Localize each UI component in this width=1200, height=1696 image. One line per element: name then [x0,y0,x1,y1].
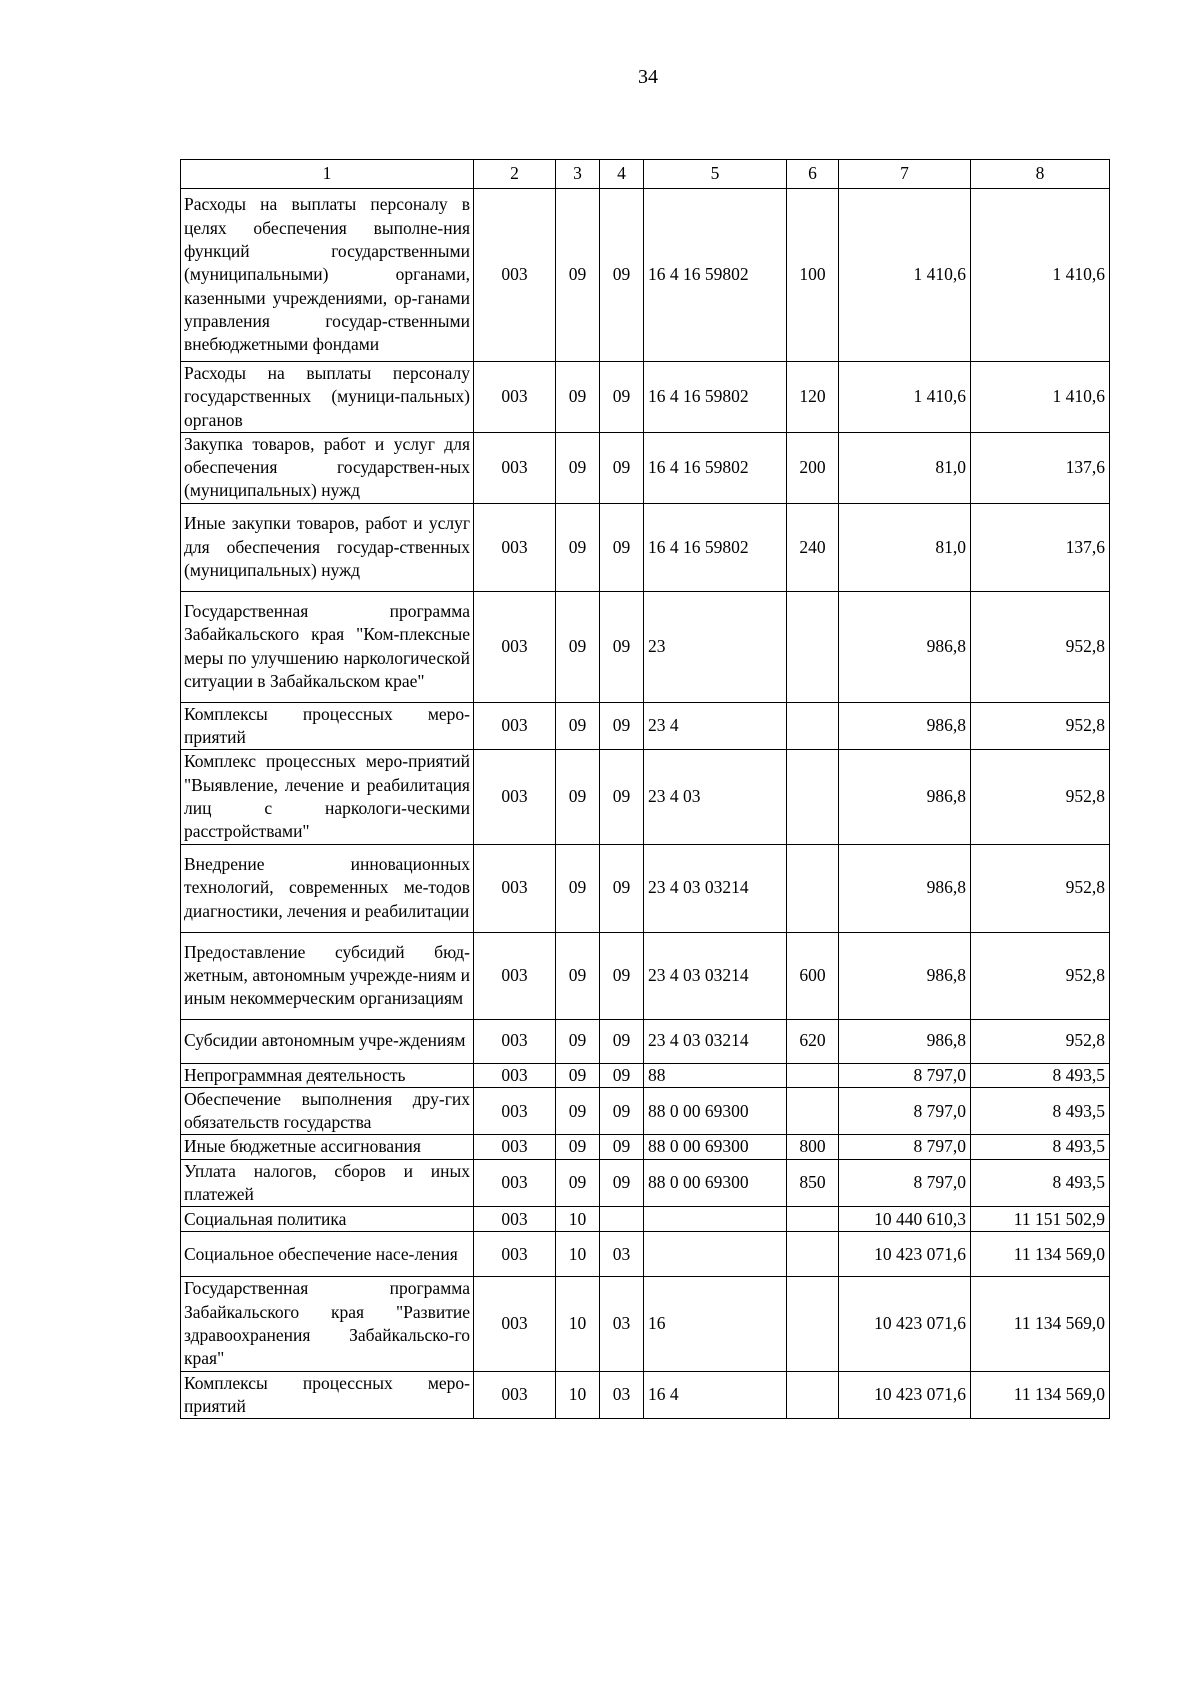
table-row [181,844,1110,932]
cell-amount-year1: 1 410,6 [839,362,971,433]
cell-amount-year1: 8 797,0 [839,1087,971,1135]
cell-name: Комплексы процессных меро-приятий [181,702,474,750]
cell-name: Непрограммная деятельность [181,1063,474,1087]
cell-subsection: 09 [600,1135,644,1159]
cell-section: 10 [556,1232,600,1277]
cell-section: 10 [556,1277,600,1371]
cell-expense-type: 100 [787,189,839,362]
cell-subsection: 09 [600,932,644,1019]
cell-section: 09 [556,1135,600,1159]
cell-amount-year2: 11 134 569,0 [971,1371,1110,1419]
table-row [181,932,1110,1019]
cell-section: 09 [556,432,600,503]
cell-section: 09 [556,189,600,362]
cell-name: Расходы на выплаты персоналу государственных (муници-пальных) органов [181,362,474,433]
cell-amount-year2: 1 410,6 [971,362,1110,433]
cell-subsection: 09 [600,1087,644,1135]
cell-target-article: 23 4 [644,702,787,750]
cell-admin: 003 [474,362,556,433]
cell-section: 09 [556,750,600,844]
table-row [181,1232,1110,1277]
cell-admin: 003 [474,189,556,362]
cell-expense-type: 120 [787,362,839,433]
cell-subsection: 09 [600,362,644,433]
cell-name: Социальное обеспечение насе-ления [181,1232,474,1277]
cell-expense-type [787,844,839,932]
cell-name: Внедрение инновационных технологий, современных ме-тодов диагностики, лечения и реабилитации [181,844,474,932]
cell-section: 09 [556,1019,600,1063]
cell-expense-type: 600 [787,932,839,1019]
cell-target-article [644,1232,787,1277]
cell-expense-type [787,591,839,702]
cell-amount-year1: 986,8 [839,591,971,702]
cell-name: Комплексы процессных меро-приятий [181,1371,474,1419]
cell-amount-year1: 986,8 [839,932,971,1019]
cell-admin: 003 [474,503,556,591]
cell-amount-year1: 10 423 071,6 [839,1232,971,1277]
header-cell: 1 [181,160,474,189]
cell-admin: 003 [474,750,556,844]
cell-expense-type [787,1087,839,1135]
cell-amount-year2: 952,8 [971,750,1110,844]
cell-amount-year1: 1 410,6 [839,189,971,362]
cell-section: 09 [556,1159,600,1207]
cell-admin: 003 [474,1371,556,1419]
header-cell: 5 [644,160,787,189]
table-row [181,1207,1110,1232]
header-cell: 3 [556,160,600,189]
cell-admin: 003 [474,1159,556,1207]
cell-amount-year1: 986,8 [839,750,971,844]
cell-amount-year1: 986,8 [839,844,971,932]
table-row [181,1371,1110,1419]
header-row [181,160,1110,189]
cell-amount-year1: 986,8 [839,1019,971,1063]
cell-amount-year2: 11 151 502,9 [971,1207,1110,1232]
cell-amount-year2: 8 493,5 [971,1063,1110,1087]
cell-target-article: 16 4 16 59802 [644,189,787,362]
cell-amount-year1: 8 797,0 [839,1135,971,1159]
table-row [181,362,1110,433]
cell-amount-year2: 11 134 569,0 [971,1232,1110,1277]
table-row [181,591,1110,702]
cell-target-article: 23 4 03 03214 [644,1019,787,1063]
cell-target-article [644,1207,787,1232]
cell-section: 09 [556,844,600,932]
header-cell: 7 [839,160,971,189]
cell-target-article: 88 0 00 69300 [644,1087,787,1135]
header-cell: 8 [971,160,1110,189]
cell-section: 09 [556,702,600,750]
table-header [181,160,1110,189]
cell-name: Иные бюджетные ассигнования [181,1135,474,1159]
header-cell: 4 [600,160,644,189]
cell-amount-year1: 81,0 [839,432,971,503]
table-row [181,503,1110,591]
cell-amount-year2: 952,8 [971,1019,1110,1063]
cell-section: 09 [556,1087,600,1135]
page-number: 34 [638,66,658,88]
cell-target-article: 23 4 03 [644,750,787,844]
cell-admin: 003 [474,702,556,750]
cell-name: Государственная программа Забайкальского края "Развитие здравоохранения Забайкальско-го края" [181,1277,474,1371]
cell-name: Иные закупки товаров, работ и услуг для обеспечения государ-ственных (муниципальных) нужд [181,503,474,591]
cell-target-article: 23 4 03 03214 [644,844,787,932]
cell-name: Комплекс процессных меро-приятий "Выявление, лечение и реабилитация лиц с наркологи-ческими расстройствами" [181,750,474,844]
table-row [181,189,1110,362]
table-row [181,1159,1110,1207]
cell-target-article: 16 4 16 59802 [644,362,787,433]
cell-subsection: 09 [600,591,644,702]
cell-amount-year2: 137,6 [971,432,1110,503]
cell-amount-year2: 11 134 569,0 [971,1277,1110,1371]
cell-amount-year2: 952,8 [971,591,1110,702]
cell-subsection: 09 [600,1019,644,1063]
cell-amount-year2: 952,8 [971,932,1110,1019]
cell-target-article: 88 0 00 69300 [644,1135,787,1159]
cell-expense-type [787,702,839,750]
table-row [181,1277,1110,1371]
cell-expense-type [787,1371,839,1419]
cell-name: Социальная политика [181,1207,474,1232]
cell-amount-year1: 8 797,0 [839,1063,971,1087]
cell-admin: 003 [474,1277,556,1371]
cell-section: 09 [556,591,600,702]
cell-amount-year2: 952,8 [971,702,1110,750]
cell-expense-type: 200 [787,432,839,503]
table-row [181,1063,1110,1087]
cell-name: Уплата налогов, сборов и иных платежей [181,1159,474,1207]
cell-expense-type: 800 [787,1135,839,1159]
cell-section: 09 [556,932,600,1019]
cell-admin: 003 [474,1019,556,1063]
table-body [181,189,1110,1419]
cell-section: 09 [556,1063,600,1087]
cell-amount-year2: 8 493,5 [971,1135,1110,1159]
table-row [181,432,1110,503]
cell-subsection: 09 [600,844,644,932]
cell-amount-year1: 10 440 610,3 [839,1207,971,1232]
table-row [181,1135,1110,1159]
header-cell: 6 [787,160,839,189]
cell-admin: 003 [474,1135,556,1159]
cell-amount-year2: 8 493,5 [971,1087,1110,1135]
cell-section: 09 [556,503,600,591]
cell-name: Предоставление субсидий бюд-жетным, автономным учрежде-ниям и иным некоммерческим организациям [181,932,474,1019]
cell-subsection: 09 [600,432,644,503]
budget-table [180,159,1110,1419]
table-row [181,1019,1110,1063]
cell-admin: 003 [474,1207,556,1232]
cell-subsection: 03 [600,1232,644,1277]
cell-subsection: 09 [600,1159,644,1207]
cell-name: Государственная программа Забайкальского края "Ком-плексные меры по улучшению наркологической ситуации в Забайкальском крае" [181,591,474,702]
cell-subsection [600,1207,644,1232]
cell-admin: 003 [474,844,556,932]
cell-expense-type [787,1063,839,1087]
cell-amount-year2: 952,8 [971,844,1110,932]
cell-target-article: 16 4 16 59802 [644,432,787,503]
cell-expense-type: 240 [787,503,839,591]
cell-amount-year1: 10 423 071,6 [839,1277,971,1371]
cell-amount-year1: 10 423 071,6 [839,1371,971,1419]
cell-amount-year1: 986,8 [839,702,971,750]
cell-target-article: 16 [644,1277,787,1371]
cell-subsection: 09 [600,503,644,591]
cell-admin: 003 [474,932,556,1019]
cell-amount-year2: 8 493,5 [971,1159,1110,1207]
cell-amount-year2: 137,6 [971,503,1110,591]
cell-name: Обеспечение выполнения дру-гих обязательств государства [181,1087,474,1135]
cell-section: 10 [556,1207,600,1232]
cell-expense-type: 850 [787,1159,839,1207]
cell-target-article: 88 [644,1063,787,1087]
cell-expense-type [787,1207,839,1232]
cell-amount-year1: 81,0 [839,503,971,591]
cell-expense-type [787,750,839,844]
cell-admin: 003 [474,1232,556,1277]
cell-target-article: 23 4 03 03214 [644,932,787,1019]
cell-name: Субсидии автономным учре-ждениям [181,1019,474,1063]
cell-name: Закупка товаров, работ и услуг для обеспечения государствен-ных (муниципальных) нужд [181,432,474,503]
cell-subsection: 09 [600,1063,644,1087]
cell-amount-year1: 8 797,0 [839,1159,971,1207]
cell-admin: 003 [474,432,556,503]
cell-target-article: 16 4 [644,1371,787,1419]
header-cell: 2 [474,160,556,189]
cell-target-article: 23 [644,591,787,702]
table-row [181,1087,1110,1135]
cell-subsection: 03 [600,1371,644,1419]
cell-target-article: 88 0 00 69300 [644,1159,787,1207]
cell-section: 09 [556,362,600,433]
cell-expense-type [787,1232,839,1277]
cell-admin: 003 [474,1087,556,1135]
cell-admin: 003 [474,591,556,702]
cell-expense-type [787,1277,839,1371]
table-row [181,750,1110,844]
table-row [181,702,1110,750]
cell-target-article: 16 4 16 59802 [644,503,787,591]
cell-subsection: 09 [600,702,644,750]
cell-name: Расходы на выплаты персоналу в целях обеспечения выполне-ния функций государственными (муниципальными) органами, казенными учреждениями, ор-ганами управления государ-ственными внебюджетными фондами [181,189,474,362]
cell-amount-year2: 1 410,6 [971,189,1110,362]
cell-section: 10 [556,1371,600,1419]
cell-subsection: 09 [600,189,644,362]
cell-subsection: 03 [600,1277,644,1371]
cell-admin: 003 [474,1063,556,1087]
cell-subsection: 09 [600,750,644,844]
cell-expense-type: 620 [787,1019,839,1063]
